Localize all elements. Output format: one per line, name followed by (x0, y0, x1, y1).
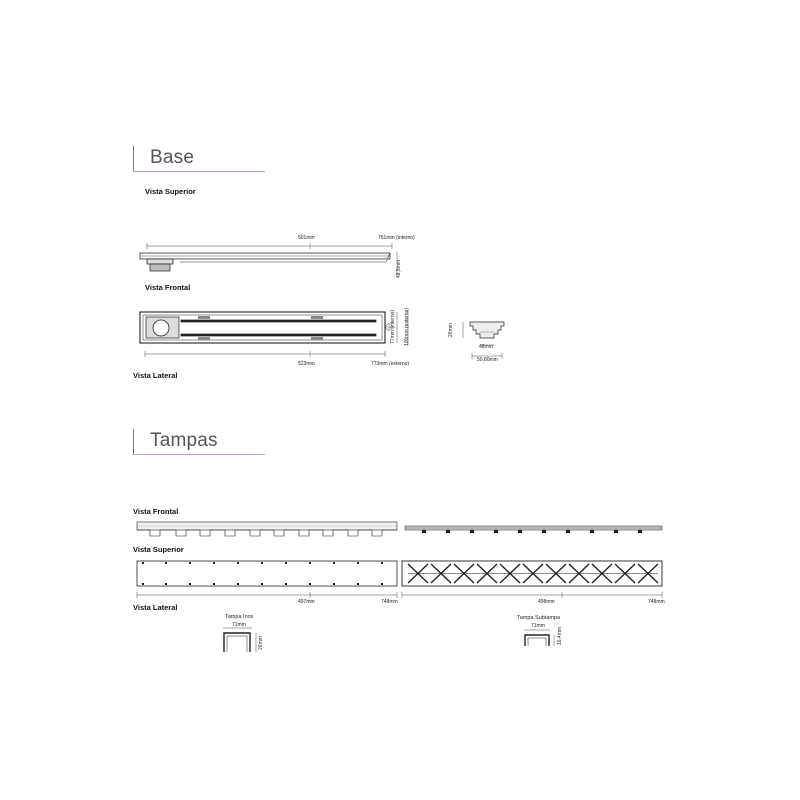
dim-base-48: 48mm (479, 344, 493, 350)
dim-tampa-inox-width: 71mm (232, 622, 246, 628)
dim-base-773: 773mm (externo) (371, 361, 410, 367)
label-tampas-vista-superior: Vista Superior (133, 545, 184, 554)
dim-base-26: 26mm (447, 323, 454, 337)
dim-tampa-subtampa-height: 16,4mm (557, 626, 564, 646)
base-top-view-drawing (140, 243, 397, 274)
dim-base-501: 501mm (298, 235, 315, 241)
tampa-inox-profile-drawing (223, 628, 256, 652)
tampas-right-front-drawing (405, 526, 662, 533)
dim-base-50-80: 50,80mm (477, 357, 498, 363)
dim-tampa-subtampa-title: Tampa Subtampa (517, 615, 561, 621)
dim-tampa-subtampa-width: 71mm (531, 623, 545, 629)
label-base-vista-superior: Vista Superior (145, 187, 196, 196)
label-base-vista-lateral: Vista Lateral (133, 371, 178, 380)
dim-base-100: 100mm (externo) (404, 307, 411, 347)
dim-tampas-left-497: 497mm (298, 599, 315, 605)
base-front-view-drawing (140, 307, 411, 357)
dim-tampa-inox-height: 26mm (257, 636, 264, 650)
tampas-right-top-drawing (402, 561, 662, 598)
tampas-left-front-drawing (137, 522, 397, 536)
dim-tampas-right-498: 498mm (538, 599, 555, 605)
base-side-section-drawing (463, 322, 504, 359)
dim-tampas-left-748: 748mm (381, 599, 398, 605)
label-tampas-vista-lateral: Vista Lateral (133, 603, 178, 612)
section-title-base: Base (150, 147, 195, 168)
label-base-vista-frontal: Vista Frontal (145, 283, 191, 292)
section-title-tampas: Tampas (150, 430, 218, 451)
tampas-left-top-drawing (137, 561, 397, 598)
dim-base-48-5: 48,5mm (396, 259, 403, 279)
dim-tampa-inox-title: Tampa Inox (225, 614, 254, 620)
label-tampas-vista-frontal: Vista Frontal (133, 507, 179, 516)
dim-base-523: 523mm (298, 361, 315, 367)
dim-base-77: 77mm (interno) (389, 310, 396, 344)
dim-base-751: 751mm (interno) (378, 235, 415, 241)
dim-tampas-right-748: 748mm (648, 599, 665, 605)
tampa-subtampa-profile-drawing (524, 630, 554, 646)
